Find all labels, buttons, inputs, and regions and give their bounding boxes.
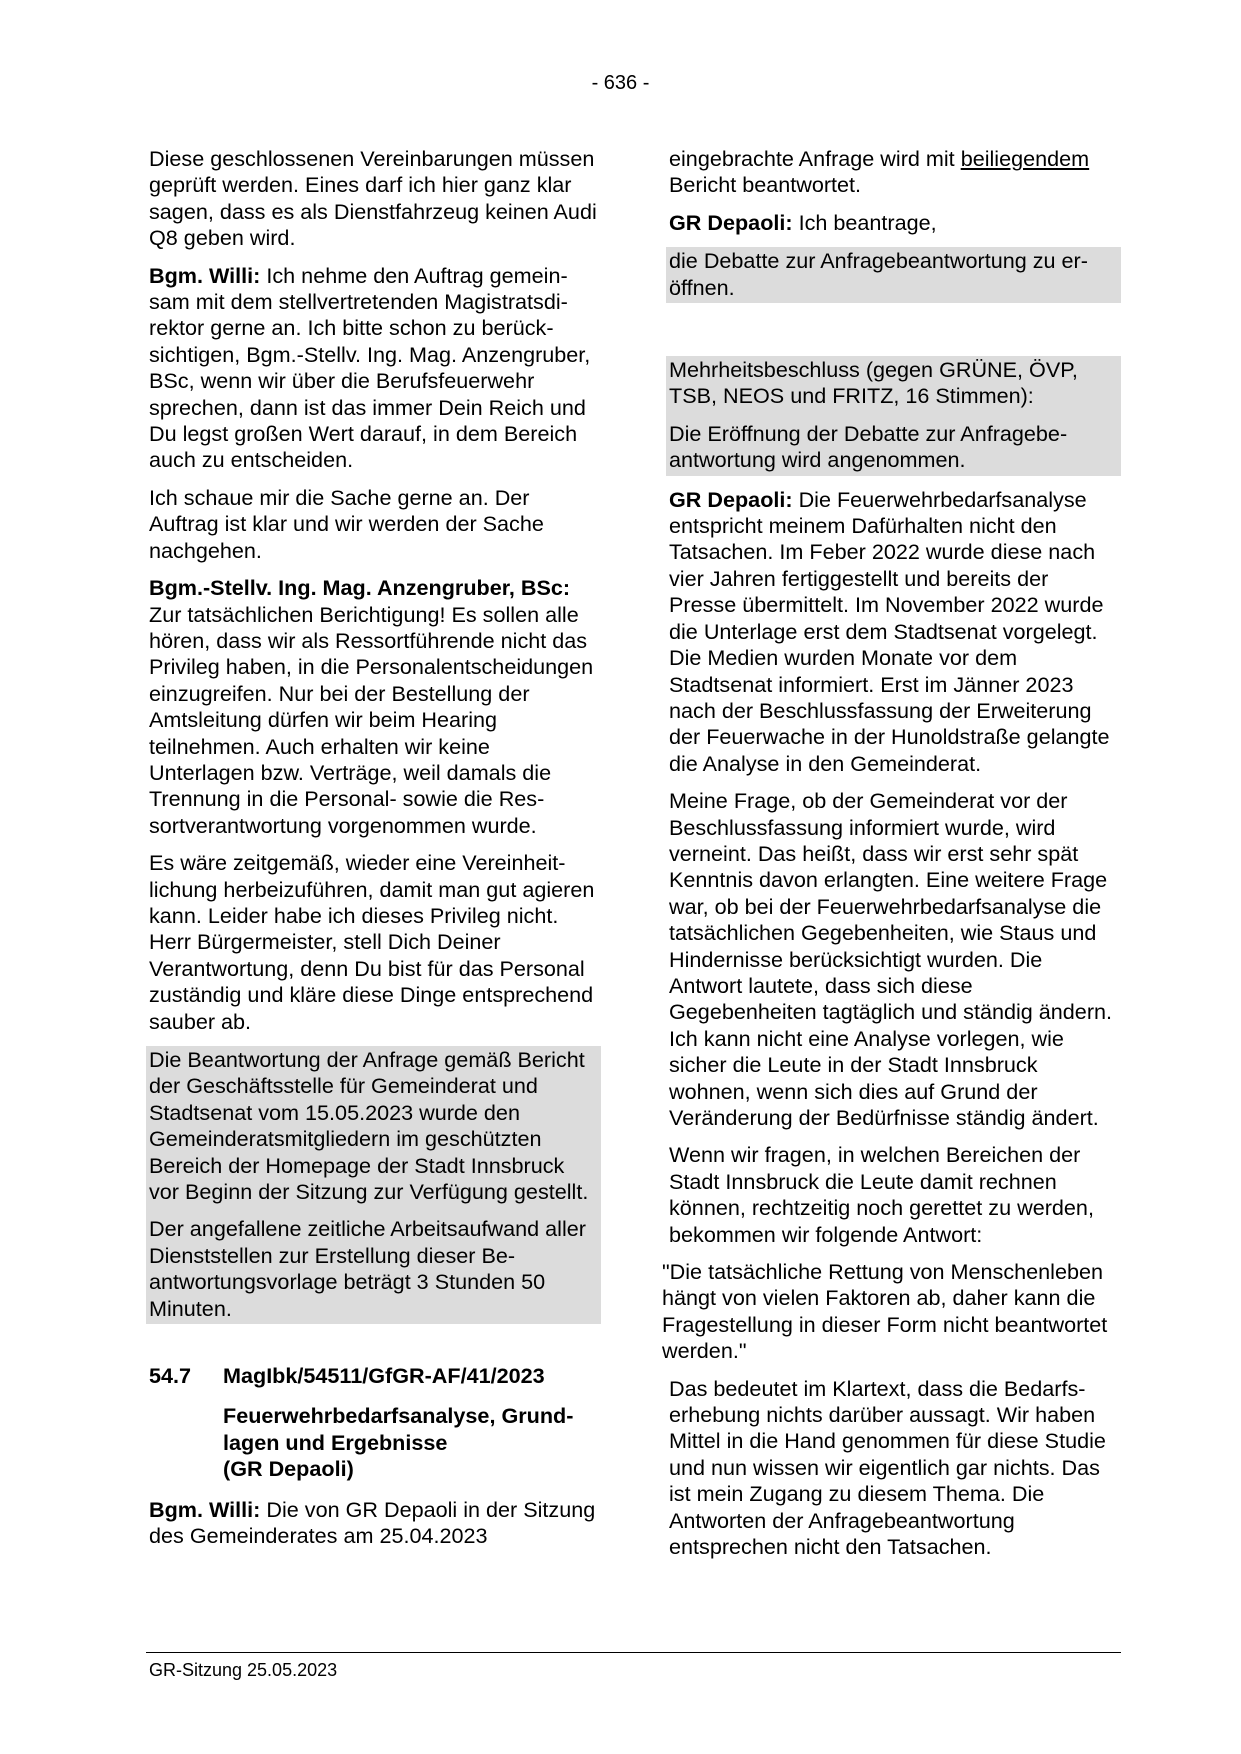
speech-text: Die Feuerwehrbedarfsanalyse entspricht meinem Dafürhalten nicht den Tatsachen. Im Feber 2022 wurde diese nach vier Jahren fertiggestellt und bereits der Presse übermittelt. Im November 2022 wurde die Unterlage erst dem Stadtsenat vorgelegt. Die Medien wurden Monate vor dem Stadtsenat informiert. Erst im Jänner 2023 nach der Beschlussfassung der Erweiterung der Feuerwache in der Hunoldstraße gelangte die Analyse in den Gemeinderat. bbox=[669, 486, 1110, 776]
right-column bbox=[662, 146, 1121, 1572]
paragraph bbox=[666, 487, 1121, 777]
notice-work-effort: Der angefallene zeitliche Arbeitsaufwand aller Dienststellen zur Erstellung dieser Beantwortungsvorlage beträgt 3 Stunden 50 Minuten. bbox=[149, 1216, 586, 1321]
speech-text: Die von GR Depaoli in der Sitzung des Gemeinderates am 25.04.2023 bbox=[149, 1496, 596, 1549]
agenda-number: 54.7 bbox=[149, 1363, 192, 1389]
paragraph: Wenn wir fragen, in welchen Bereichen der Stadt Innsbruck die Leute damit rechnen können, rechtzeitig noch gerettet zu werden, bekommen wir folgende Antwort: bbox=[669, 1142, 1094, 1247]
paragraph bbox=[146, 263, 601, 474]
resolution-decision: Die Eröffnung der Debatte zur Anfragebeantwortung wird angenommen. bbox=[669, 420, 1068, 473]
left-column bbox=[146, 146, 601, 1561]
speaker-name: Bgm. Willi: bbox=[149, 262, 261, 288]
shaded-resolution bbox=[666, 356, 1121, 476]
attachment-link: beiliegendem bbox=[960, 146, 1090, 171]
paragraph: Diese geschlossenen Vereinbarungen müssen geprüft werden. Eines darf ich hier ganz klar sagen, dass es als Dienstfahrzeug keinen Audi Q8 geben wird. bbox=[149, 146, 597, 251]
shaded-notice bbox=[146, 1046, 601, 1324]
paragraph bbox=[146, 575, 601, 839]
footer-divider bbox=[146, 1652, 1121, 1653]
quoted-answer: "Die tatsächliche Rettung von Menschenleben hängt von vielen Faktoren ab, daher kann die Fragestellung in dieser Form nicht beantwortet werden." bbox=[662, 1259, 1108, 1364]
paragraph: Das bedeutet im Klartext, dass die Bedarfserhebung nichts darüber aussagt. Wir haben Mittel in die Hand genommen für diese Studie und nun wissen wir eigentlich gar nichts. Das ist mein Zugang zu diesem Thema. Die Antworten der Anfragebeantwortung entsprechen nicht den Tatsachen. bbox=[669, 1375, 1106, 1560]
agenda-title-line: Feuerwehrbedarfsanalyse, Grundlagen und Ergebnisse bbox=[223, 1403, 574, 1455]
speech-text: Ich nehme den Auftrag gemeinsam mit dem stellvertretenden Magistratsdirektor gerne an. Ich bitte schon zu berücksichtigen, Bgm.-Stellv. Ing. Mag. Anzengruber, BSc, wenn wir über die Berufsfeuerwehr sprechen, dann ist das immer Dein Reich und Du legst großen Wert darauf, in dem Bereich auch zu entscheiden. bbox=[149, 262, 591, 473]
paragraph: Ich schaue mir die Sache gerne an. Der Auftrag ist klar und wir werden der Sache nachgehen. bbox=[149, 484, 544, 563]
shaded-motion: die Debatte zur Anfragebeantwortung zu eröffnen. bbox=[666, 247, 1121, 303]
text-fragment: eingebrachte Anfrage wird mit bbox=[669, 146, 961, 171]
speech-text: Zur tatsächlichen Berichtigung! Es sollen alle hören, dass wir als Ressortführende nicht das Privileg haben, in die Personalentscheidungen einzugreifen. Nur bei der Bestellung der Amtsleitung dürfen wir beim Hearing teilnehmen. Auch erhalten wir keine Unterlagen bzw. Verträge, weil damals die Trennung in die Personal- sowie die Ressortverantwortung vorgenommen wurde. bbox=[149, 601, 594, 838]
speaker-name: GR Depaoli: bbox=[669, 209, 793, 235]
agenda-item-header bbox=[146, 1363, 601, 1389]
paragraph bbox=[666, 146, 1121, 199]
page-number: - 636 - bbox=[591, 72, 650, 94]
speech-text: Ich beantrage, bbox=[792, 209, 937, 235]
agenda-title bbox=[220, 1403, 601, 1482]
text-fragment: Bericht beantwortet. bbox=[669, 172, 862, 198]
resolution-result: Mehrheitsbeschluss (gegen GRÜNE, ÖVP, TSB, NEOS und FRITZ, 16 Stimmen): bbox=[669, 357, 1078, 409]
agenda-title-line: (GR Depaoli) bbox=[223, 1456, 354, 1482]
paragraph: Es wäre zeitgemäß, wieder eine Vereinheitlichung herbeizuführen, damit man gut agieren kann. Leider habe ich dieses Privileg nicht. Herr Bürgermeister, stell Dich Deiner Verantwortung, denn Du bist für das Personal zuständig und kläre diese Dinge entsprechend sauber ab. bbox=[149, 850, 595, 1034]
speaker-name: Bgm. Willi: bbox=[149, 1496, 261, 1522]
notice-answer-published: Die Beantwortung der Anfrage gemäß Bericht der Geschäftsstelle für Gemeinderat und Stadtsenat vom 15.05.2023 wurde den Gemeinderatsmitgliedern im geschützten Bereich der Homepage der Stadt Innsbruck vor Beginn der Sitzung zur Verfügung gestellt. bbox=[149, 1047, 589, 1205]
speaker-name: Bgm.-Stellv. Ing. Mag. Anzengruber, BSc: bbox=[149, 575, 571, 601]
speaker-name: GR Depaoli: bbox=[669, 486, 793, 512]
paragraph: Meine Frage, ob der Gemeinderat vor der Beschlussfassung informiert wurde, wird verneint. Das heißt, dass wir erst sehr spät Kenntnis davon erlangten. Eine weitere Frage war, ob bei der Feuerwehrbedarfsanalyse die tatsächlichen Gegebenheiten, wie Staus und Hindernisse berücksichtigt wurden. Die Antwort lautete, dass sich diese Gegebenheiten tagtäglich und ständig ändern. Ich kann nicht eine Analyse vorlegen, wie sicher die Leute in der Stadt Innsbruck wohnen, wenn sich dies auf Grund der Veränderung der Bedürfnisse ständig ändert. bbox=[669, 788, 1113, 1130]
footer-session-date: GR-Sitzung 25.05.2023 bbox=[149, 1660, 338, 1680]
paragraph bbox=[146, 1497, 601, 1550]
agenda-reference: MagIbk/54511/GfGR-AF/41/2023 bbox=[223, 1363, 545, 1389]
paragraph bbox=[666, 210, 1121, 236]
